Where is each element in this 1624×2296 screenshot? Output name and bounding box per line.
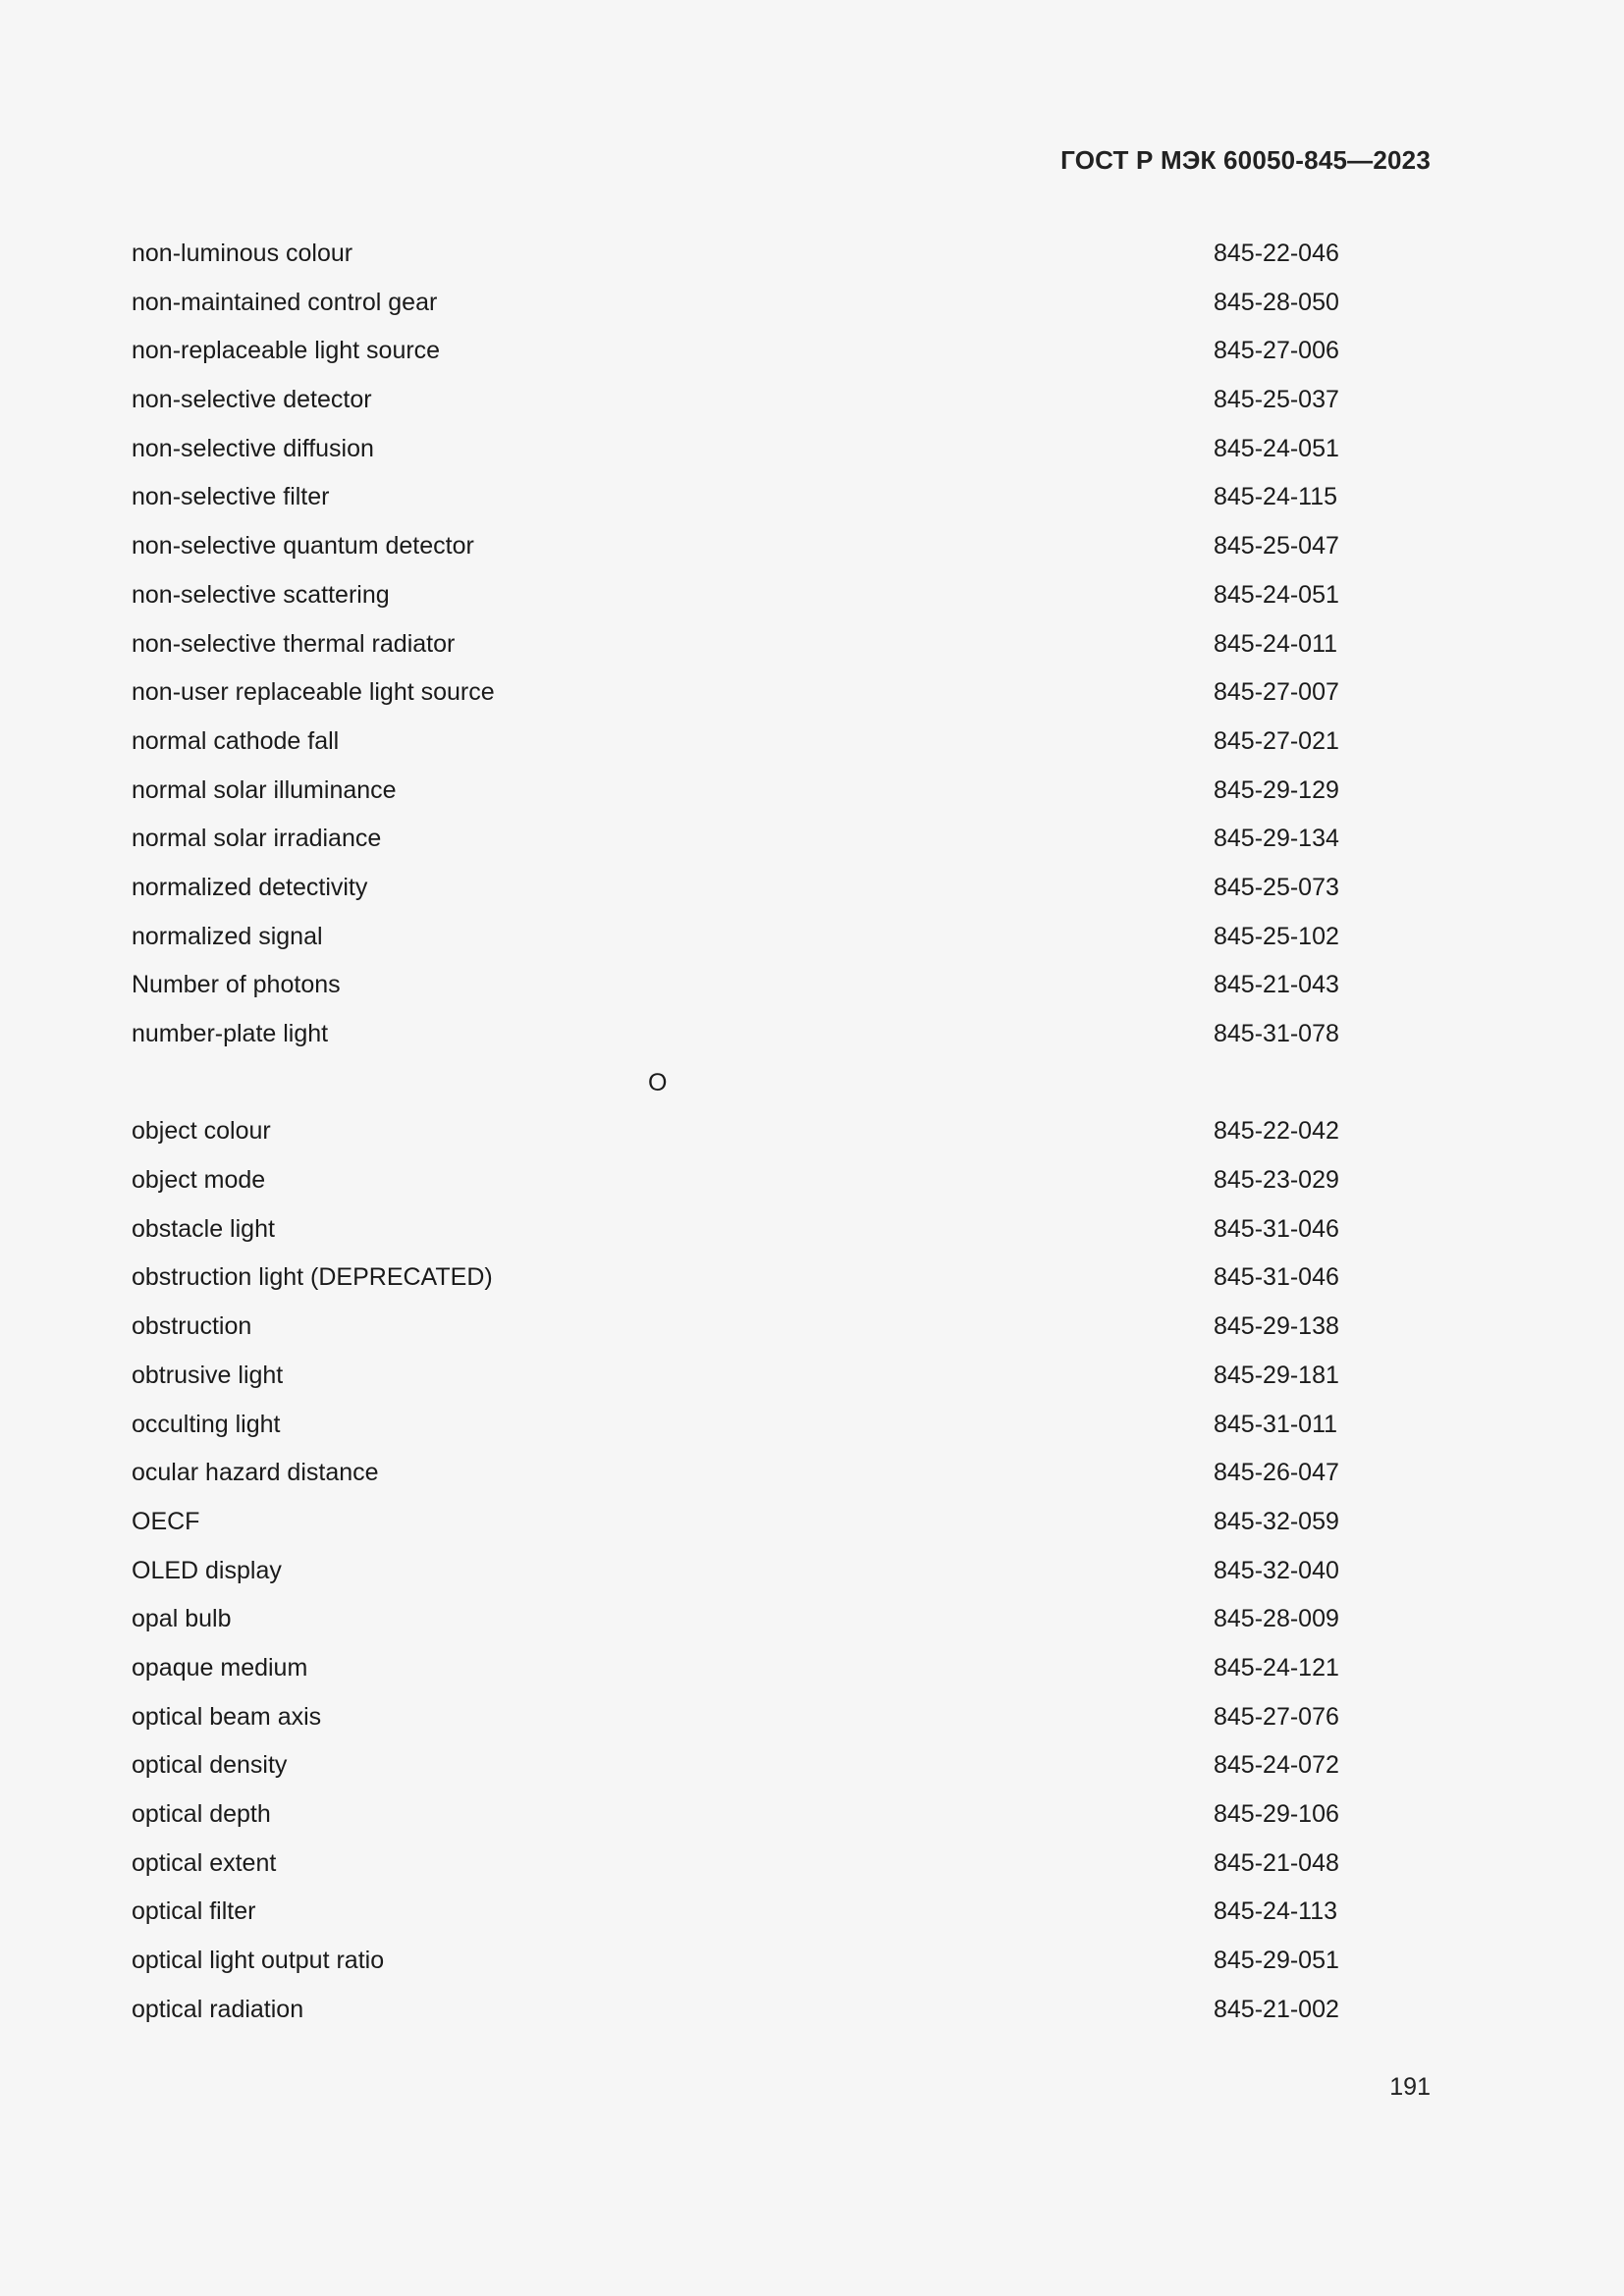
index-term-code: 845-29-129 (1214, 775, 1339, 804)
index-term-code: 845-21-048 (1214, 1848, 1339, 1877)
index-term-code: 845-29-051 (1214, 1947, 1339, 1975)
index-entry (132, 1356, 1339, 1405)
index-term: Number of photons (132, 971, 341, 999)
index-term: OLED display (132, 1556, 282, 1584)
index-term-code: 845-29-138 (1214, 1312, 1339, 1341)
index-term-code: 845-25-037 (1214, 386, 1339, 414)
index-term-code: 845-25-073 (1214, 873, 1339, 901)
index-term-code: 845-28-009 (1214, 1605, 1339, 1633)
index-term: OECF (132, 1507, 200, 1535)
index-term: optical extent (132, 1848, 277, 1877)
index-term: object colour (132, 1117, 271, 1146)
index-term-code: 845-29-134 (1214, 825, 1339, 853)
index-entry (132, 965, 1339, 1014)
index-entry (132, 526, 1339, 575)
index-term-code: 845-27-006 (1214, 337, 1339, 365)
index-term-code: 845-24-011 (1214, 629, 1338, 658)
index-entry (132, 721, 1339, 771)
index-entry (132, 1990, 1339, 2039)
index-term: non-replaceable light source (132, 337, 441, 365)
index-entry (132, 1405, 1339, 1454)
index-entry (132, 1794, 1339, 1843)
index-entry (132, 1745, 1339, 1794)
index-term-code: 845-31-046 (1214, 1214, 1339, 1243)
index-term: non-user replaceable light source (132, 678, 495, 707)
index-term: non-selective quantum detector (132, 532, 474, 561)
index-term-code: 845-24-072 (1214, 1751, 1339, 1780)
index-entry (132, 771, 1339, 820)
index-entry (132, 1502, 1339, 1551)
index-entry (132, 1892, 1339, 1941)
index-term-code: 845-24-113 (1214, 1897, 1338, 1926)
index-term: optical light output ratio (132, 1947, 385, 1975)
index-term-code: 845-31-011 (1214, 1410, 1338, 1438)
index-term-code: 845-29-181 (1214, 1361, 1339, 1389)
index-term: non-luminous colour (132, 240, 353, 267)
index-entry (132, 1257, 1339, 1307)
index-term-code: 845-24-051 (1214, 434, 1339, 462)
index-term: opaque medium (132, 1653, 308, 1682)
index-term-code: 845-31-078 (1214, 1020, 1339, 1047)
index-term: optical density (132, 1751, 288, 1780)
section-letter: O (648, 1068, 668, 1096)
index-term-code: 845-27-021 (1214, 726, 1339, 755)
index-term: object mode (132, 1166, 266, 1195)
index-term-code: 845-31-046 (1214, 1263, 1339, 1292)
index-entry (132, 575, 1339, 624)
page-number: 191 (1389, 2073, 1431, 2101)
index-term-code: 845-25-047 (1214, 532, 1339, 561)
index-entry (132, 1648, 1339, 1697)
index-term: normal solar irradiance (132, 825, 382, 853)
index-entry (132, 1453, 1339, 1502)
index-term: normal solar illuminance (132, 775, 397, 804)
index-section-o (132, 1111, 1339, 2038)
index-term: obstruction (132, 1312, 252, 1341)
index-term-code: 845-32-059 (1214, 1507, 1339, 1535)
index-entry (132, 1843, 1339, 1893)
index-entry (132, 917, 1339, 966)
index-term-code: 845-21-002 (1214, 1995, 1339, 2023)
index-entry (132, 477, 1339, 526)
index-term: optical depth (132, 1800, 271, 1828)
index-entry (132, 429, 1339, 478)
index-entry (132, 1307, 1339, 1356)
index-term-code: 845-27-076 (1214, 1702, 1339, 1731)
index-term-code: 845-21-043 (1214, 971, 1339, 999)
index-term: normalized detectivity (132, 873, 368, 901)
index-section-n (132, 234, 1339, 1063)
index-term-code: 845-25-102 (1214, 922, 1339, 950)
index-term: obstruction light (DEPRECATED) (132, 1263, 493, 1292)
term-index (132, 234, 1339, 2038)
index-term-code: 845-24-051 (1214, 580, 1339, 609)
index-term: ocular hazard distance (132, 1459, 379, 1487)
index-term: optical radiation (132, 1995, 304, 2023)
index-entry (132, 1551, 1339, 1600)
index-term-code: 845-26-047 (1214, 1459, 1339, 1487)
index-entry (132, 1160, 1339, 1209)
index-term-code: 845-28-050 (1214, 288, 1339, 316)
index-term-code: 845-23-029 (1214, 1166, 1339, 1195)
index-entry (132, 868, 1339, 917)
index-term: number-plate light (132, 1020, 329, 1047)
index-entry (132, 331, 1339, 380)
index-term: normalized signal (132, 922, 323, 950)
index-term-code: 845-24-121 (1214, 1653, 1339, 1682)
index-entry (132, 624, 1339, 673)
index-entry (132, 1697, 1339, 1746)
index-term-code: 845-22-042 (1214, 1117, 1339, 1146)
index-term: non-selective thermal radiator (132, 629, 456, 658)
index-term-code: 845-24-115 (1214, 483, 1338, 511)
index-entry (132, 1209, 1339, 1258)
index-entry (132, 819, 1339, 868)
index-term: non-selective diffusion (132, 434, 374, 462)
index-entry (132, 1111, 1339, 1160)
index-term: optical filter (132, 1897, 256, 1926)
index-term: obstacle light (132, 1214, 275, 1243)
index-entry (132, 380, 1339, 429)
index-term: non-selective filter (132, 483, 330, 511)
index-term: obtrusive light (132, 1361, 284, 1389)
index-term: normal cathode fall (132, 726, 340, 755)
index-term-code: 845-29-106 (1214, 1800, 1339, 1828)
index-entry (132, 234, 1339, 283)
index-entry (132, 1599, 1339, 1648)
index-term: non-selective scattering (132, 580, 390, 609)
index-term: non-maintained control gear (132, 288, 438, 316)
document-header: ГОСТ Р МЭК 60050-845—2023 (1060, 145, 1431, 175)
index-term: optical beam axis (132, 1702, 322, 1731)
section-letter-heading (132, 1063, 1339, 1112)
index-term: occulting light (132, 1410, 281, 1438)
index-term-code: 845-22-046 (1214, 240, 1339, 267)
index-entry (132, 672, 1339, 721)
index-entry (132, 283, 1339, 332)
index-term-code: 845-27-007 (1214, 678, 1339, 707)
index-entry (132, 1941, 1339, 1990)
index-entry (132, 1014, 1339, 1063)
index-term: non-selective detector (132, 386, 372, 414)
index-term-code: 845-32-040 (1214, 1556, 1339, 1584)
index-term: opal bulb (132, 1605, 232, 1633)
